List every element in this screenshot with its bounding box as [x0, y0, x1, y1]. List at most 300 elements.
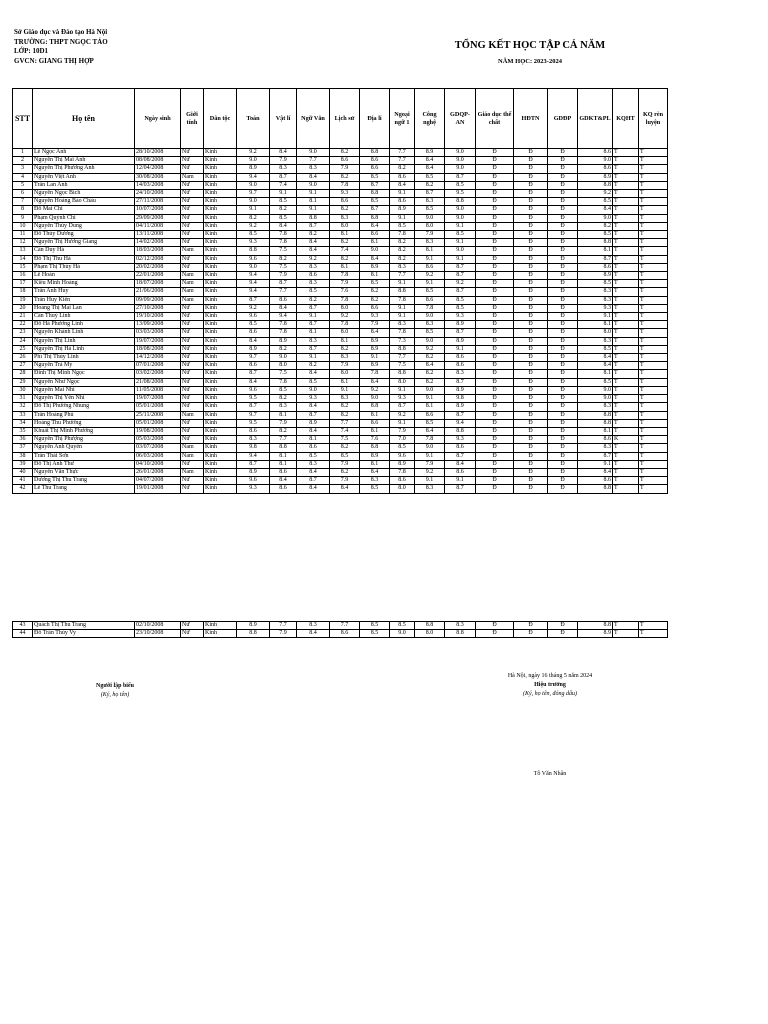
cell-economics-law: 9.1: [578, 313, 613, 321]
table-row: [13, 280, 668, 288]
cell-result: T: [613, 345, 639, 353]
cell-name: Nguyễn Hoàng Bảo Châu: [33, 198, 135, 206]
cell-dob: 02/12/2008: [135, 255, 181, 263]
cell-gddp: Đ: [548, 313, 578, 321]
cell-math: 9.4: [237, 272, 270, 280]
cell-ethnicity: Kinh: [204, 427, 237, 435]
cell-technology: 7.8: [415, 304, 445, 312]
cell-physics: 8.7: [270, 280, 297, 288]
cell-economics-law: 8.9: [578, 173, 613, 181]
cell-result: T: [613, 181, 639, 189]
cell-defense: 9.5: [445, 190, 476, 198]
cell-gddp: Đ: [548, 304, 578, 312]
cell-literature: 8.4: [297, 370, 330, 378]
cell-technology: 8.3: [415, 321, 445, 329]
cell-dob: 29/09/2008: [135, 214, 181, 222]
cell-history: 7.8: [330, 296, 360, 304]
cell-dob: 14/12/2008: [135, 354, 181, 362]
cell-geography: 8.1: [360, 460, 390, 468]
cell-gddp: Đ: [548, 419, 578, 427]
cell-gddp: Đ: [548, 444, 578, 452]
cell-dob: 07/01/2008: [135, 362, 181, 370]
cell-geography: 8.6: [360, 165, 390, 173]
cell-gender: Nữ: [181, 436, 204, 444]
cell-math: 8.7: [237, 370, 270, 378]
cell-gender: Nam: [181, 468, 204, 476]
cell-gender: Nữ: [181, 354, 204, 362]
cell-stt: 43: [13, 622, 33, 630]
cell-technology: 7.9: [415, 460, 445, 468]
cell-physics: 7.9: [270, 630, 297, 638]
cell-technology: 8.5: [415, 419, 445, 427]
cell-economics-law: 8.6: [578, 477, 613, 485]
cell-gender: Nữ: [181, 165, 204, 173]
cell-stt: 44: [13, 630, 33, 638]
cell-hdtn: Đ: [514, 452, 548, 460]
cell-geography: 8.9: [360, 337, 390, 345]
cell-literature: 8.7: [297, 477, 330, 485]
cell-language: 8.5: [390, 444, 415, 452]
cell-hdtn: Đ: [514, 386, 548, 394]
cell-pe: Đ: [476, 362, 514, 370]
cell-technology: 8.5: [415, 288, 445, 296]
cell-stt: 1: [13, 149, 33, 157]
cell-math: 9.5: [237, 395, 270, 403]
cell-technology: 8.7: [415, 190, 445, 198]
cell-physics: 7.5: [270, 370, 297, 378]
cell-language: 9.1: [390, 190, 415, 198]
cell-language: 8.3: [390, 263, 415, 271]
cell-hdtn: Đ: [514, 427, 548, 435]
cell-gender: Nữ: [181, 477, 204, 485]
cell-literature: 8.7: [297, 345, 330, 353]
cell-technology: 8.9: [415, 149, 445, 157]
cell-result: T: [613, 395, 639, 403]
cell-pe: Đ: [476, 190, 514, 198]
cell-language: 7.5: [390, 362, 415, 370]
cell-language: 8.5: [390, 222, 415, 230]
cell-math: 9.0: [237, 157, 270, 165]
cell-defense: 8.7: [445, 411, 476, 419]
cell-physics: 8.6: [270, 296, 297, 304]
cell-name: Trần Lan Anh: [33, 181, 135, 189]
cell-geography: 8.8: [360, 214, 390, 222]
cell-defense: 8.7: [445, 329, 476, 337]
cell-physics: 7.8: [270, 239, 297, 247]
cell-dob: 19/07/2008: [135, 337, 181, 345]
cell-stt: 3: [13, 165, 33, 173]
cell-hdtn: Đ: [514, 190, 548, 198]
column-header-dob: Ngày sinh: [135, 89, 181, 149]
cell-history: 8.4: [330, 485, 360, 493]
cell-stt: 8: [13, 206, 33, 214]
cell-technology: 8.0: [415, 222, 445, 230]
cell-pe: Đ: [476, 222, 514, 230]
cell-language: 7.7: [390, 272, 415, 280]
cell-conduct: T: [639, 477, 668, 485]
cell-gender: Nữ: [181, 630, 204, 638]
cell-defense: 8.7: [445, 452, 476, 460]
cell-conduct: T: [639, 630, 668, 638]
cell-history: 8.1: [330, 263, 360, 271]
cell-ethnicity: Kinh: [204, 403, 237, 411]
cell-ethnicity: Kinh: [204, 222, 237, 230]
cell-ethnicity: Kinh: [204, 345, 237, 353]
cell-gddp: Đ: [548, 403, 578, 411]
cell-dob: 08/08/2008: [135, 157, 181, 165]
table-row: [13, 239, 668, 247]
table-row: [13, 452, 668, 460]
cell-geography: 7.6: [360, 436, 390, 444]
cell-economics-law: 8.3: [578, 444, 613, 452]
cell-geography: 7.9: [360, 321, 390, 329]
cell-conduct: T: [639, 460, 668, 468]
cell-gddp: Đ: [548, 198, 578, 206]
cell-ethnicity: Kinh: [204, 362, 237, 370]
cell-literature: 8.1: [297, 198, 330, 206]
cell-defense: 9.0: [445, 157, 476, 165]
cell-result: T: [613, 157, 639, 165]
cell-hdtn: Đ: [514, 460, 548, 468]
cell-history: 8.0: [330, 370, 360, 378]
cell-gddp: Đ: [548, 321, 578, 329]
cell-result: T: [613, 419, 639, 427]
cell-dob: 30/08/2008: [135, 173, 181, 181]
cell-math: 8.9: [237, 468, 270, 476]
cell-result: T: [613, 485, 639, 493]
cell-pe: Đ: [476, 378, 514, 386]
cell-geography: 8.1: [360, 272, 390, 280]
cell-geography: 8.1: [360, 239, 390, 247]
cell-name: Phạm Thị Thúy Hà: [33, 263, 135, 271]
cell-history: 7.7: [330, 419, 360, 427]
cell-economics-law: 8.6: [578, 165, 613, 173]
cell-language: 9.6: [390, 452, 415, 460]
cell-gddp: Đ: [548, 452, 578, 460]
cell-stt: 13: [13, 247, 33, 255]
cell-math: 9.2: [237, 149, 270, 157]
cell-gddp: Đ: [548, 231, 578, 239]
cell-gddp: Đ: [548, 370, 578, 378]
cell-result: T: [613, 477, 639, 485]
cell-stt: 17: [13, 280, 33, 288]
cell-language: 8.6: [390, 477, 415, 485]
cell-history: 8.2: [330, 411, 360, 419]
cell-economics-law: 8.5: [578, 378, 613, 386]
cell-history: 7.6: [330, 288, 360, 296]
cell-gddp: Đ: [548, 190, 578, 198]
cell-dob: 14/03/2008: [135, 181, 181, 189]
cell-literature: 8.4: [297, 247, 330, 255]
cell-technology: 8.6: [415, 411, 445, 419]
table-row: [13, 485, 668, 493]
cell-gender: Nữ: [181, 313, 204, 321]
cell-hdtn: Đ: [514, 206, 548, 214]
cell-result: T: [613, 468, 639, 476]
cell-pe: Đ: [476, 206, 514, 214]
cell-ethnicity: Kinh: [204, 263, 237, 271]
cell-math: 9.6: [237, 477, 270, 485]
cell-technology: 8.5: [415, 206, 445, 214]
cell-history: 7.8: [330, 321, 360, 329]
cell-dob: 18/03/2008: [135, 247, 181, 255]
cell-ethnicity: Kinh: [204, 630, 237, 638]
cell-technology: 9.1: [415, 395, 445, 403]
cell-result: T: [613, 247, 639, 255]
cell-math: 8.8: [237, 630, 270, 638]
cell-language: 8.6: [390, 173, 415, 181]
cell-economics-law: 8.1: [578, 427, 613, 435]
cell-stt: 26: [13, 354, 33, 362]
document-title: TỔNG KẾT HỌC TẬP CẢ NĂM: [454, 40, 606, 51]
cell-gender: Nam: [181, 247, 204, 255]
cell-ethnicity: Kinh: [204, 181, 237, 189]
cell-stt: 2: [13, 157, 33, 165]
cell-pe: Đ: [476, 214, 514, 222]
cell-gddp: Đ: [548, 411, 578, 419]
cell-physics: 8.1: [270, 411, 297, 419]
cell-defense: 8.4: [445, 460, 476, 468]
cell-language: 7.0: [390, 436, 415, 444]
cell-hdtn: Đ: [514, 198, 548, 206]
cell-pe: Đ: [476, 337, 514, 345]
cell-pe: Đ: [476, 157, 514, 165]
cell-ethnicity: Kinh: [204, 477, 237, 485]
cell-defense: 9.0: [445, 149, 476, 157]
cell-gender: Nữ: [181, 231, 204, 239]
cell-dob: 28/10/2008: [135, 149, 181, 157]
table-row: [13, 622, 668, 630]
cell-technology: 9.0: [415, 386, 445, 394]
cell-hdtn: Đ: [514, 272, 548, 280]
cell-gddp: Đ: [548, 222, 578, 230]
table-row: [13, 460, 668, 468]
cell-math: 9.0: [237, 181, 270, 189]
cell-conduct: T: [639, 214, 668, 222]
cell-stt: 35: [13, 427, 33, 435]
cell-ethnicity: Kinh: [204, 304, 237, 312]
cell-result: T: [613, 321, 639, 329]
cell-conduct: T: [639, 173, 668, 181]
cell-gender: Nam: [181, 296, 204, 304]
cell-hdtn: Đ: [514, 329, 548, 337]
cell-defense: 8.9: [445, 321, 476, 329]
cell-gender: Nam: [181, 288, 204, 296]
cell-math: 8.7: [237, 460, 270, 468]
cell-gender: Nữ: [181, 362, 204, 370]
table-row: [13, 149, 668, 157]
cell-physics: 7.8: [270, 231, 297, 239]
cell-defense: 8.5: [445, 231, 476, 239]
cell-hdtn: Đ: [514, 444, 548, 452]
cell-technology: 7.9: [415, 231, 445, 239]
table-row: [13, 190, 668, 198]
cell-hdtn: Đ: [514, 255, 548, 263]
cell-hdtn: Đ: [514, 485, 548, 493]
cell-technology: 9.2: [415, 468, 445, 476]
cell-conduct: T: [639, 386, 668, 394]
cell-defense: 8.7: [445, 263, 476, 271]
cell-history: 8.2: [330, 239, 360, 247]
cell-history: 9.3: [330, 190, 360, 198]
cell-geography: 8.2: [360, 296, 390, 304]
cell-technology: 9.0: [415, 214, 445, 222]
cell-math: 8.3: [237, 436, 270, 444]
table-row: [13, 370, 668, 378]
cell-defense: 9.3: [445, 313, 476, 321]
cell-defense: 9.1: [445, 239, 476, 247]
cell-hdtn: Đ: [514, 288, 548, 296]
cell-conduct: T: [639, 296, 668, 304]
cell-literature: 9.2: [297, 255, 330, 263]
cell-ethnicity: Kinh: [204, 247, 237, 255]
cell-result: T: [613, 386, 639, 394]
cell-geography: 8.6: [360, 419, 390, 427]
cell-history: 8.3: [330, 354, 360, 362]
cell-gender: Nữ: [181, 395, 204, 403]
cell-name: Đinh Thị Minh Ngọc: [33, 370, 135, 378]
cell-conduct: T: [639, 321, 668, 329]
cell-math: 9.3: [237, 239, 270, 247]
cell-stt: 34: [13, 419, 33, 427]
cell-result: T: [613, 272, 639, 280]
cell-name: Đỗ Thị Phương Nhung: [33, 403, 135, 411]
cell-conduct: T: [639, 313, 668, 321]
cell-stt: 41: [13, 477, 33, 485]
cell-physics: 7.5: [270, 247, 297, 255]
column-header-stt: STT: [13, 89, 33, 149]
cell-gender: Nữ: [181, 329, 204, 337]
cell-physics: 8.6: [270, 485, 297, 493]
cell-hdtn: Đ: [514, 477, 548, 485]
cell-gender: Nữ: [181, 304, 204, 312]
cell-result: T: [613, 165, 639, 173]
cell-pe: Đ: [476, 386, 514, 394]
cell-history: 7.8: [330, 181, 360, 189]
cell-name: Trần Hoàng Phú: [33, 411, 135, 419]
cell-dob: 04/10/2008: [135, 460, 181, 468]
cell-conduct: T: [639, 337, 668, 345]
cell-result: T: [613, 214, 639, 222]
cell-defense: 9.1: [445, 345, 476, 353]
department-name: Sở Giáo dục và Đào tạo Hà Nội: [14, 28, 108, 36]
cell-technology: 8.4: [415, 157, 445, 165]
cell-language: 7.8: [390, 231, 415, 239]
cell-physics: 7.4: [270, 181, 297, 189]
cell-pe: Đ: [476, 403, 514, 411]
cell-economics-law: 8.5: [578, 280, 613, 288]
table-row: [13, 206, 668, 214]
cell-gddp: Đ: [548, 288, 578, 296]
cell-gddp: Đ: [548, 247, 578, 255]
cell-ethnicity: Kinh: [204, 272, 237, 280]
cell-economics-law: 9.0: [578, 395, 613, 403]
cell-gender: Nữ: [181, 181, 204, 189]
cell-math: 8.4: [237, 378, 270, 386]
cell-history: 8.2: [330, 206, 360, 214]
cell-dob: 18/07/2008: [135, 280, 181, 288]
cell-geography: 8.8: [360, 403, 390, 411]
cell-dob: 03/03/2008: [135, 329, 181, 337]
cell-defense: 9.0: [445, 165, 476, 173]
cell-history: 8.6: [330, 630, 360, 638]
cell-result: T: [613, 378, 639, 386]
cell-gddp: Đ: [548, 165, 578, 173]
cell-conduct: T: [639, 427, 668, 435]
cell-history: 8.2: [330, 403, 360, 411]
cell-economics-law: 8.9: [578, 630, 613, 638]
cell-language: 8.4: [390, 181, 415, 189]
cell-physics: 8.1: [270, 452, 297, 460]
cell-language: 8.9: [390, 460, 415, 468]
table-row: [13, 157, 668, 165]
cell-defense: 8.9: [445, 403, 476, 411]
table-row: [13, 630, 668, 638]
cell-literature: 8.2: [297, 231, 330, 239]
cell-history: 8.3: [330, 395, 360, 403]
cell-pe: Đ: [476, 419, 514, 427]
cell-gddp: Đ: [548, 173, 578, 181]
cell-ethnicity: Kinh: [204, 321, 237, 329]
cell-conduct: T: [639, 329, 668, 337]
cell-math: 9.0: [237, 198, 270, 206]
cell-economics-law: 9.0: [578, 157, 613, 165]
cell-result: T: [613, 444, 639, 452]
cell-literature: 8.4: [297, 173, 330, 181]
cell-math: 9.6: [237, 255, 270, 263]
cell-conduct: T: [639, 345, 668, 353]
cell-hdtn: Đ: [514, 370, 548, 378]
cell-conduct: T: [639, 280, 668, 288]
cell-economics-law: 8.9: [578, 272, 613, 280]
cell-gddp: Đ: [548, 386, 578, 394]
cell-gddp: Đ: [548, 362, 578, 370]
cell-stt: 11: [13, 231, 33, 239]
cell-language: 8.2: [390, 255, 415, 263]
cell-literature: 8.6: [297, 272, 330, 280]
cell-technology: 9.1: [415, 477, 445, 485]
cell-math: 9.1: [237, 206, 270, 214]
cell-ethnicity: Kinh: [204, 337, 237, 345]
cell-hdtn: Đ: [514, 354, 548, 362]
column-header-economics-law: GDKT&PL: [578, 89, 613, 149]
cell-gender: Nam: [181, 411, 204, 419]
cell-name: Phí Thị Thùy Linh: [33, 354, 135, 362]
cell-pe: Đ: [476, 477, 514, 485]
cell-economics-law: 8.8: [578, 181, 613, 189]
cell-language: 8.7: [390, 403, 415, 411]
cell-hdtn: Đ: [514, 378, 548, 386]
table-row: [13, 378, 668, 386]
cell-language: 7.8: [390, 468, 415, 476]
cell-gender: Nữ: [181, 378, 204, 386]
cell-gender: Nữ: [181, 198, 204, 206]
cell-hdtn: Đ: [514, 321, 548, 329]
cell-physics: 8.3: [270, 403, 297, 411]
cell-gender: Nam: [181, 280, 204, 288]
cell-math: 8.4: [237, 337, 270, 345]
cell-economics-law: 8.6: [578, 149, 613, 157]
cell-economics-law: 8.6: [578, 263, 613, 271]
cell-gender: Nữ: [181, 149, 204, 157]
cell-ethnicity: Kinh: [204, 436, 237, 444]
cell-hdtn: Đ: [514, 630, 548, 638]
cell-literature: 8.3: [297, 622, 330, 630]
table-row: [13, 477, 668, 485]
cell-physics: 8.4: [270, 222, 297, 230]
cell-math: 9.4: [237, 280, 270, 288]
cell-result: T: [613, 354, 639, 362]
